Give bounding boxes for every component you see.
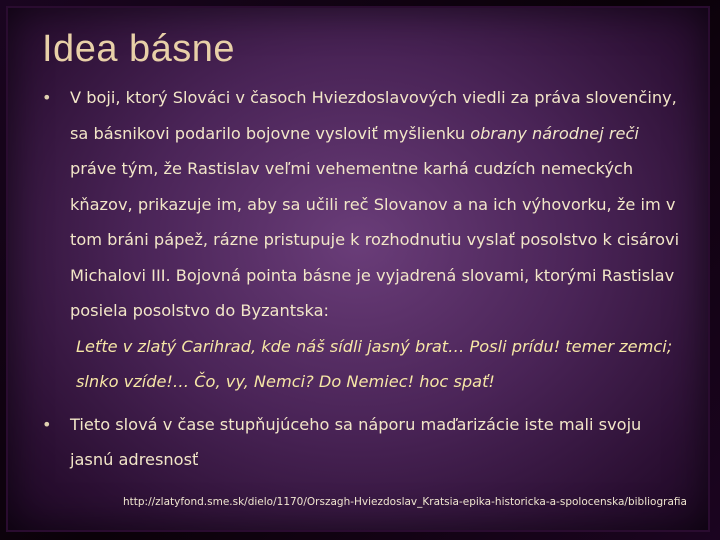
bullet-text-end: práve tým, že Rastislav veľmi vehementne karhá cudzích nemeckých kňazov, prikazuje im, aby sa učili reč Slovanov a na ich výhovorku, že im v tom bráni pápež, rázne pristupuje k rozhodnutiu vyslať posolstvo k cisárovi Michalovi III. Bojovná pointa básne je vyjadrená slovami, ktorými Rastislav posiela posolstvo do Byzantska:: [70, 159, 680, 320]
bullet-text-start: V boji, ktorý Slováci v časoch Hviezdoslavových viedli za práva slovenčiny, sa básnikovi podarilo bojovne vysloviť myšlienku: [70, 88, 677, 143]
bullet-text: Tieto slová v čase stupňujúceho sa náporu maďarizácie iste mali svoju jasnú adresnosť: [70, 414, 642, 469]
quote-line-1: Leťte v zlatý Carihrad, kde náš sídli jasný brat… Posli prídu! temer zemci;: [76, 336, 673, 356]
slide-content: [36, 80, 686, 478]
bullet-item: [36, 407, 686, 478]
bullet-icon: •: [42, 88, 52, 107]
slide-title: Idea básne: [42, 28, 236, 70]
bullet-icon: •: [42, 414, 52, 434]
bullet-item: [36, 80, 686, 329]
slide: [8, 8, 708, 530]
quote-line-2: slnko vzíde!… Čo, vy, Nemci? Do Nemiec! hoc spať!: [76, 371, 495, 391]
source-link[interactable]: http://zlatyfond.sme.sk/dielo/1170/Orszagh-Hviezdoslav_Kratsia-epika-historicka-a-spolocenska/bibliografia: [123, 496, 687, 508]
emphasized-text: obrany národnej reči: [470, 123, 639, 143]
